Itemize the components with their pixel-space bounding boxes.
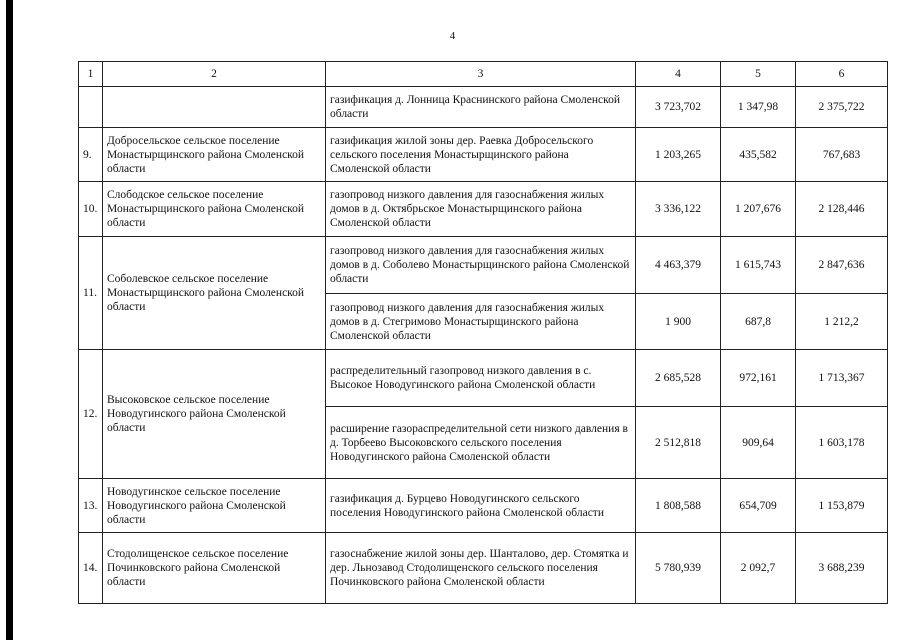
header-col-1: 1 [79,62,103,87]
project-description: распределительный газопровод низкого давления в с. Высокое Новодугинского района Смоленской области [326,350,636,407]
value-col-4: 2 685,528 [636,350,721,407]
header-col-4: 4 [636,62,721,87]
value-col-6: 1 713,367 [796,350,888,407]
value-col-6: 1 153,879 [796,479,888,533]
value-col-5: 1 615,743 [721,237,796,294]
value-col-5: 687,8 [721,294,796,350]
table-row [79,182,888,237]
header-col-2: 2 [103,62,326,87]
settlement-name [103,87,326,128]
row-number: 9. [79,128,103,182]
project-description: расширение газораспределительной сети низкого давления в д. Торбеево Высоковского сельского поселения Новодугинского района Смоленской области [326,407,636,479]
value-col-4: 1 808,588 [636,479,721,533]
value-col-5: 1 207,676 [721,182,796,237]
header-col-5: 5 [721,62,796,87]
funding-table [78,61,888,604]
project-description: газификация д. Лонница Краснинского района Смоленской области [326,87,636,128]
value-col-4: 4 463,379 [636,237,721,294]
project-description: газопровод низкого давления для газоснабжения жилых домов в д. Стегримово Монастырщинского района Смоленской области [326,294,636,350]
value-col-4: 1 900 [636,294,721,350]
value-col-5: 435,582 [721,128,796,182]
value-col-6: 1 212,2 [796,294,888,350]
project-description: газоснабжение жилой зоны дер. Шанталово, дер. Стомятка и дер. Льнозавод Стодолищенского сельского поселения Починковского района Смоленской области [326,533,636,604]
table-row [79,479,888,533]
value-col-5: 1 347,98 [721,87,796,128]
scan-edge-bar [6,0,13,640]
value-col-5: 972,161 [721,350,796,407]
row-number: 14. [79,533,103,604]
value-col-6: 2 847,636 [796,237,888,294]
table-row [79,237,888,294]
row-number: 13. [79,479,103,533]
row-number [79,87,103,128]
value-col-4: 1 203,265 [636,128,721,182]
value-col-4: 2 512,818 [636,407,721,479]
row-number: 10. [79,182,103,237]
project-description: газификация д. Бурцево Новодугинского сельского поселения Новодугинского района Смоленской области [326,479,636,533]
table-header-row [79,62,888,87]
settlement-name: Слободское сельское поселение Монастырщинского района Смоленской области [103,182,326,237]
page-number: 4 [449,30,456,42]
value-col-4: 3 336,122 [636,182,721,237]
value-col-6: 2 128,446 [796,182,888,237]
value-col-6: 767,683 [796,128,888,182]
value-col-4: 5 780,939 [636,533,721,604]
project-description: газопровод низкого давления для газоснабжения жилых домов в д. Соболево Монастырщинского района Смоленской области [326,237,636,294]
settlement-name: Стодолищенское сельское поселение Починковского района Смоленской области [103,533,326,604]
table-row [79,87,888,128]
settlement-name: Соболевское сельское поселение Монастырщинского района Смоленской области [103,237,326,350]
value-col-6: 3 688,239 [796,533,888,604]
value-col-5: 2 092,7 [721,533,796,604]
project-description: газопровод низкого давления для газоснабжения жилых домов в д. Октябрьское Монастырщинского района Смоленской области [326,182,636,237]
table-row [79,128,888,182]
header-col-3: 3 [326,62,636,87]
settlement-name: Высоковское сельское поселение Новодугинского района Смоленской области [103,350,326,479]
settlement-name: Добросельское сельское поселение Монастырщинского района Смоленской области [103,128,326,182]
project-description: газификация жилой зоны дер. Раевка Добросельского сельского поселения Монастырщинского района Смоленской области [326,128,636,182]
row-number: 12. [79,350,103,479]
value-col-6: 2 375,722 [796,87,888,128]
table-row [79,533,888,604]
header-col-6: 6 [796,62,888,87]
value-col-4: 3 723,702 [636,87,721,128]
row-number: 11. [79,237,103,350]
settlement-name: Новодугинское сельское поселение Новодугинского района Смоленской области [103,479,326,533]
value-col-6: 1 603,178 [796,407,888,479]
table-row [79,350,888,407]
value-col-5: 654,709 [721,479,796,533]
value-col-5: 909,64 [721,407,796,479]
